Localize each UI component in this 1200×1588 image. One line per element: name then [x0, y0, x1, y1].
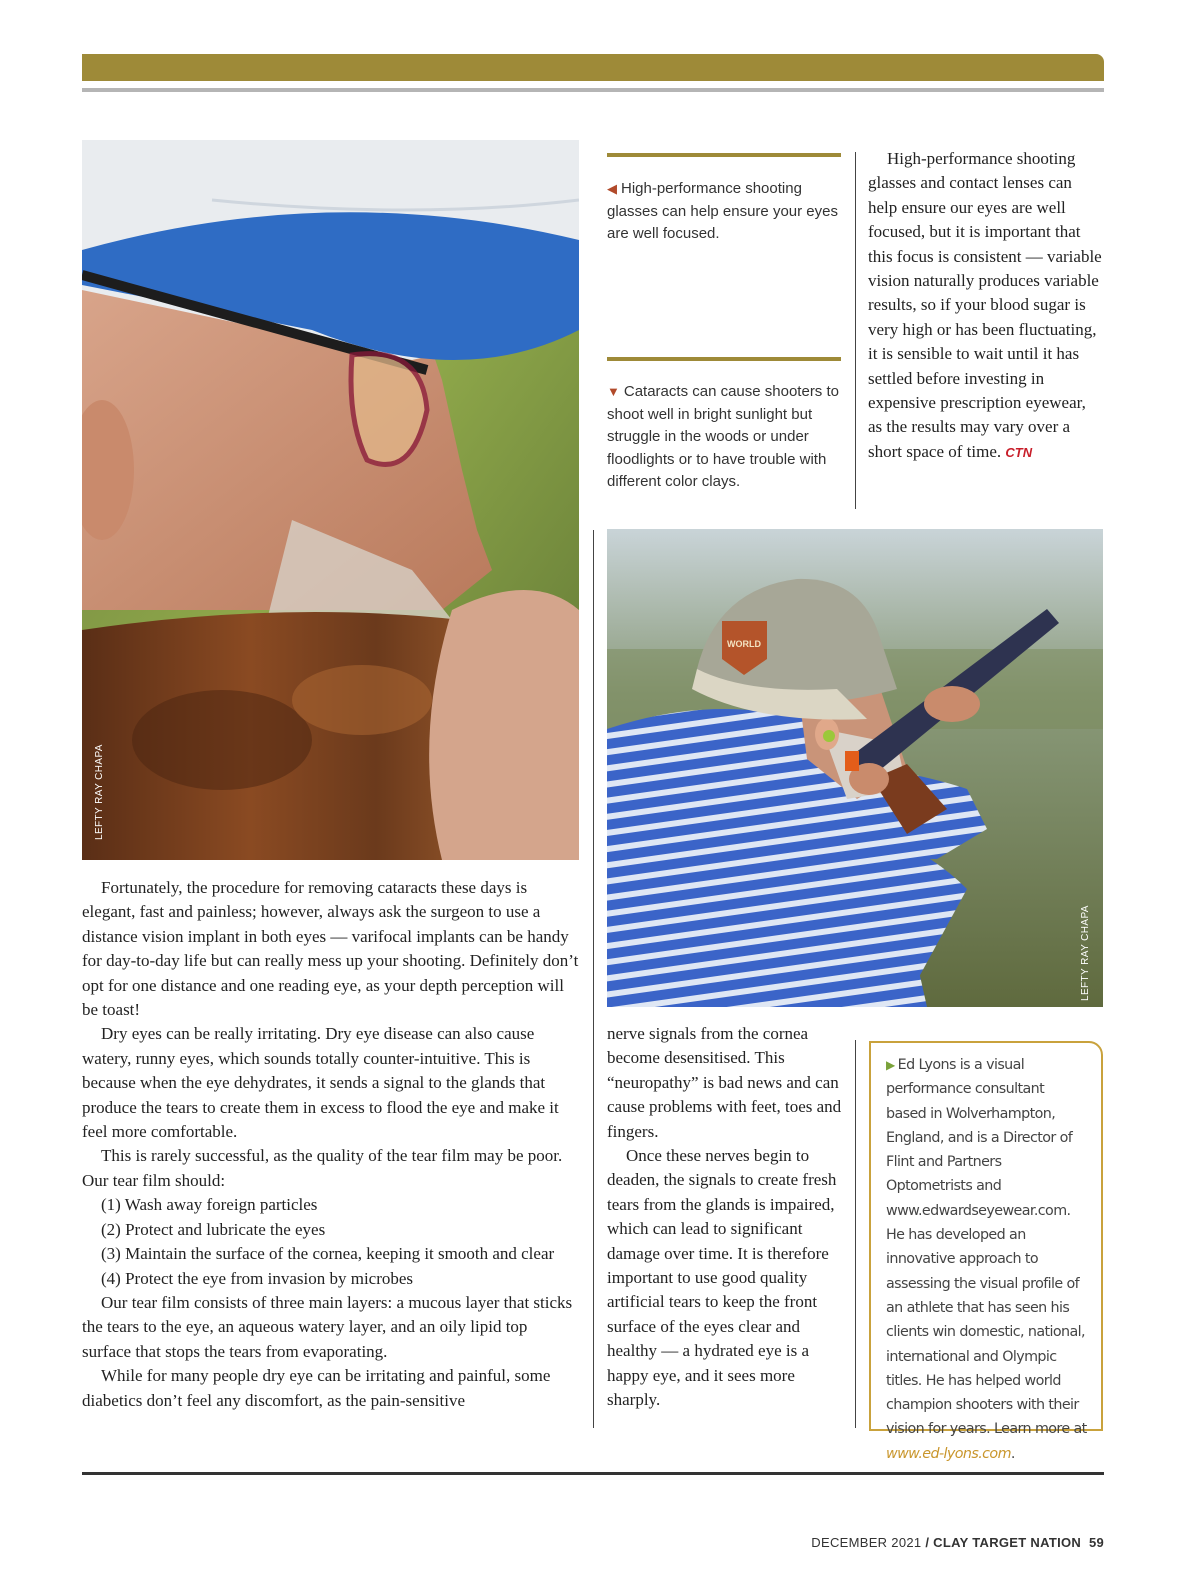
ctn-end-mark: CTN	[1005, 444, 1033, 460]
bio-end-period: .	[1010, 1445, 1015, 1462]
caption-1-rule	[607, 153, 841, 157]
page-footer	[811, 1535, 1104, 1550]
col1-list-item-1: (1) Wash away foreign particles	[101, 1195, 318, 1215]
col1-paragraph-1: Fortunately, the procedure for removing cataracts these days is elegant, fast and painless; however, always ask the surgeon to use a distance vision implant in both eyes — varifocal implants can be handy for day-to-day life but can really mess up your shooting. Definitely don’t opt for one distance and one reading eye, as your depth perception will be toast!	[82, 878, 579, 1020]
col3-paragraph: High-performance shooting glasses and contact lenses can help ensure our eyes are well focused, but it is important that this focus is consistent — variable vision naturally produces variable results, so if your blood sugar is very high or has been fluctuating, it is sensible to wait until it has settled before investing in expensive prescription eyewear, as the results may vary over a short space of time.	[868, 149, 1102, 461]
photo-credit-left: LEFTY RAY CHAPA	[94, 744, 105, 840]
col1-list-item-2: (2) Protect and lubricate the eyes	[101, 1219, 326, 1239]
photo-credit-right: LEFTY RAY CHAPA	[1080, 905, 1091, 1001]
col1-paragraph-3: This is rarely successful, as the quality of the tear film may be poor. Our tear film should:	[82, 1146, 563, 1190]
caption-left-arrow-icon: ◀	[607, 181, 617, 196]
col1-list-item-3: (3) Maintain the surface of the cornea, keeping it smooth and clear	[101, 1244, 555, 1264]
footer-separator: /	[925, 1535, 930, 1550]
col1-list-item-4: (4) Protect the eye from invasion by microbes	[101, 1268, 414, 1288]
header-accent-bar	[82, 54, 1104, 81]
caption-1-text: High-performance shooting glasses can help ensure your eyes are well focused.	[607, 180, 838, 242]
caption-down-arrow-icon: ▼	[607, 384, 620, 399]
caption-2-rule	[607, 357, 841, 361]
article-text-col1	[82, 876, 579, 1413]
photo-shooter-aiming	[607, 529, 1103, 1007]
cap-patch-text: WORLD	[727, 639, 761, 649]
photo-shooter-aiming-image	[607, 529, 1103, 1007]
column-divider-bottom	[855, 1040, 856, 1428]
bio-right-arrow-icon: ▶	[886, 1058, 895, 1072]
col1-paragraph-2: Dry eyes can be really irritating. Dry eye disease can also cause watery, runny eyes, which sounds totally counter-intuitive. This is because when the eye dehydrates, it sends a signal to the glands that produce the tears to create them in excess to flood the eye and make it feel more comfortable.	[82, 1024, 559, 1142]
photo-shooter-closeup-image	[82, 140, 579, 860]
footer-rule	[82, 1472, 1104, 1475]
col2-paragraph-1: nerve signals from the cornea become desensitised. This “neuropathy” is bad news and can cause problems with feet, toes and fingers.	[607, 1024, 842, 1141]
page-number: 59	[1088, 1535, 1104, 1550]
footer-month: DECEMBER 2021	[811, 1535, 922, 1550]
article-text-col3	[868, 147, 1103, 465]
col1-paragraph-4: Our tear film consists of three main layers: a mucous layer that sticks the tears to the eye, an aqueous watery layer, and an oily lipid top surface that stops the tears from evaporating.	[82, 1292, 573, 1361]
column-divider-left	[593, 530, 594, 1428]
author-bio-box	[869, 1041, 1103, 1462]
col1-paragraph-5: While for many people dry eye can be irritating and painful, some diabetics don’t feel any discomfort, as the pain-sensitive	[82, 1366, 551, 1410]
photo-shooter-closeup	[82, 140, 579, 860]
col2-paragraph-2: Once these nerves begin to deaden, the signals to create fresh tears from the glands is impaired, which can lead to significant damage over time. It is therefore important to use good quality artificial tears to keep the front surface of the eyes clear and healthy — a hydrated eye is a happy eye, and it sees more sharply.	[607, 1146, 837, 1410]
caption-2-text: Cataracts can cause shooters to shoot well in bright sunlight but struggle in the woods or under floodlights or to have trouble with different color clays.	[607, 383, 839, 490]
bio-website-link[interactable]: www.ed-lyons.com	[886, 1445, 1011, 1462]
article-text-col2	[607, 1022, 847, 1413]
column-divider-top	[855, 152, 856, 509]
caption-2	[607, 381, 841, 494]
bio-text: Ed Lyons is a visual performance consultant based in Wolverhampton, England, and is a Director of Flint and Partners Optometrists and www.edwardseyewear.com. He has developed an innovative approach to assessing the visual profile of an athlete that has seen his clients win domestic, national, international and Olympic titles. He has helped world champion shooters with their vision for years. Learn more at	[886, 1057, 1087, 1438]
header-rule	[82, 88, 1104, 92]
footer-magazine-name: CLAY TARGET NATION	[933, 1535, 1082, 1550]
caption-1	[607, 178, 841, 246]
